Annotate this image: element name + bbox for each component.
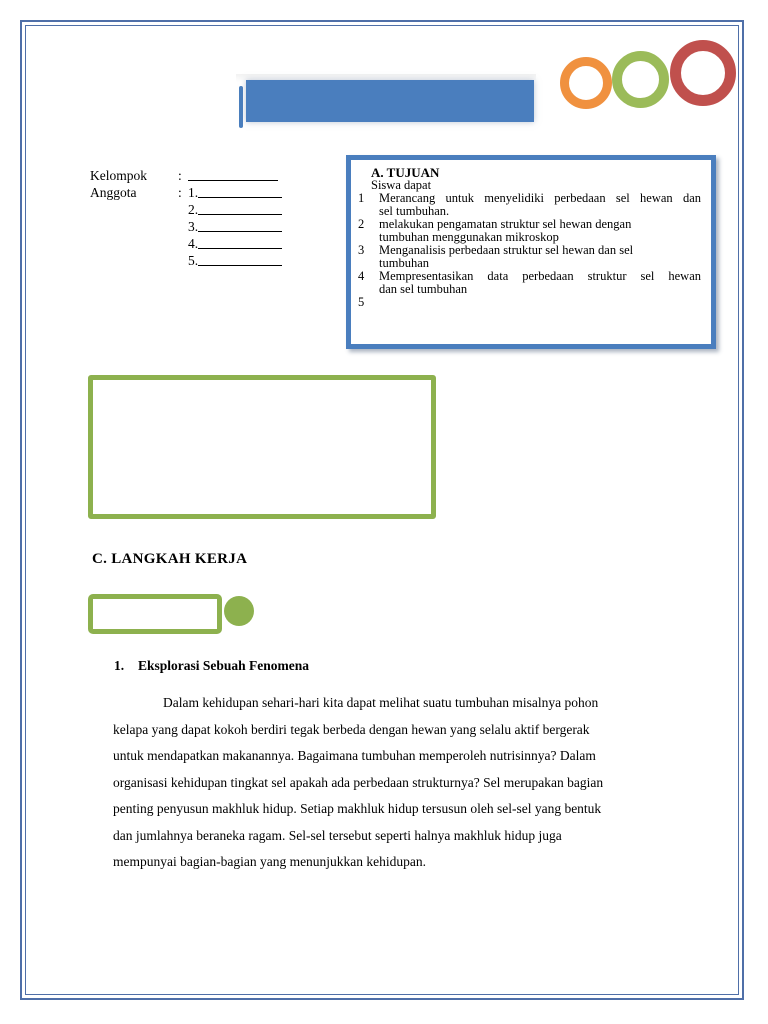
member-row-4 [90,236,282,253]
group-name-field[interactable] [188,168,278,181]
decorative-red-ring [670,40,736,106]
title-banner [246,80,534,122]
objective-item [357,218,701,244]
member-number: 1. [188,185,199,200]
empty-green-frame [88,375,436,519]
objective-text-line: sel tumbuhan. [379,204,450,218]
objectives-content [357,165,701,309]
member-name-field[interactable] [198,236,282,249]
member-number: 3. [188,219,199,234]
objective-item [357,244,701,270]
objective-text-line: dan sel tumbuhan [379,282,468,296]
member-row-2 [90,202,282,219]
objectives-heading: A. TUJUAN [371,165,440,180]
paragraph-line: penting penyusun makhluk hidup. Setiap makhluk hidup tersusun oleh sel-sel yang bentuk [113,801,602,816]
member-number: 5. [188,253,199,268]
objective-number: 2 [358,217,365,231]
objectives-intro: Siswa dapat [371,178,432,192]
member-name-field[interactable] [198,219,282,232]
objective-text-line: melakukan pengamatan struktur sel hewan dengan [379,217,632,231]
paragraph-line: kelapa yang dapat kokoh berdiri tegak berbeda dengan hewan yang selalu aktif bergerak [113,721,590,737]
member-row-3 [90,219,282,236]
objective-number: 4 [358,269,365,283]
members-label: Anggota [90,185,137,200]
objectives-list [357,191,701,309]
paragraph-line: mempunyai bagian-bagian yang menunjukkan kehidupan. [113,854,427,869]
objective-number: 3 [358,243,365,257]
member-number: 4. [188,236,199,251]
objective-number: 1 [358,191,365,205]
step-1-number: 1. [114,658,125,673]
objective-text-line: Menganalisis perbedaan struktur sel hewan dan sel [379,243,634,257]
member-row-5 [90,253,282,270]
objective-item [357,192,701,218]
objective-text-line: tumbuhan menggunakan mikroskop [379,230,559,244]
group-colon: : [178,168,182,183]
decorative-green-ring [612,51,669,108]
member-row-1 [90,185,282,202]
paragraph-line: Dalam kehidupan sehari-hari kita dapat melihat suatu tumbuhan misalnya pohon [163,695,599,710]
group-row [90,168,282,185]
small-green-frame [88,594,222,634]
objective-text-line: tumbuhan [379,256,429,270]
section-c-heading: C. LANGKAH KERJA [92,551,248,567]
group-identity-block [90,168,282,270]
paragraph-line: organisasi kehidupan tingkat sel apakah ada perbedaan strukturnya? Sel merupakan bagian [113,774,604,790]
objective-item [357,270,701,296]
objective-text-line: Merancang untuk menyelidiki perbedaan sel hewan dan [379,191,701,205]
decorative-orange-ring [560,57,612,109]
paragraph-line: dan jumlahnya beraneka ragam. Sel-sel tersebut seperti halnya makhluk hidup juga [113,827,562,843]
green-dot [224,596,254,626]
title-banner-edge [239,86,243,128]
objective-number: 5 [358,295,365,309]
member-name-field[interactable] [198,253,282,266]
objective-text-line: Mempresentasikan data perbedaan struktur sel hewan [379,269,701,283]
step-1-heading [114,658,309,674]
member-name-field[interactable] [198,185,282,198]
member-number: 2. [188,202,199,217]
paragraph-line: untuk mendapatkan makanannya. Bagaimana tumbuhan memperoleh nutrisinnya? Dalam [113,748,596,763]
objectives-box [346,155,716,349]
step-1-paragraph [113,690,673,876]
members-colon: : [178,185,182,200]
group-label: Kelompok [90,168,147,183]
member-name-field[interactable] [198,202,282,215]
step-1-title: Eksplorasi Sebuah Fenomena [138,658,310,673]
